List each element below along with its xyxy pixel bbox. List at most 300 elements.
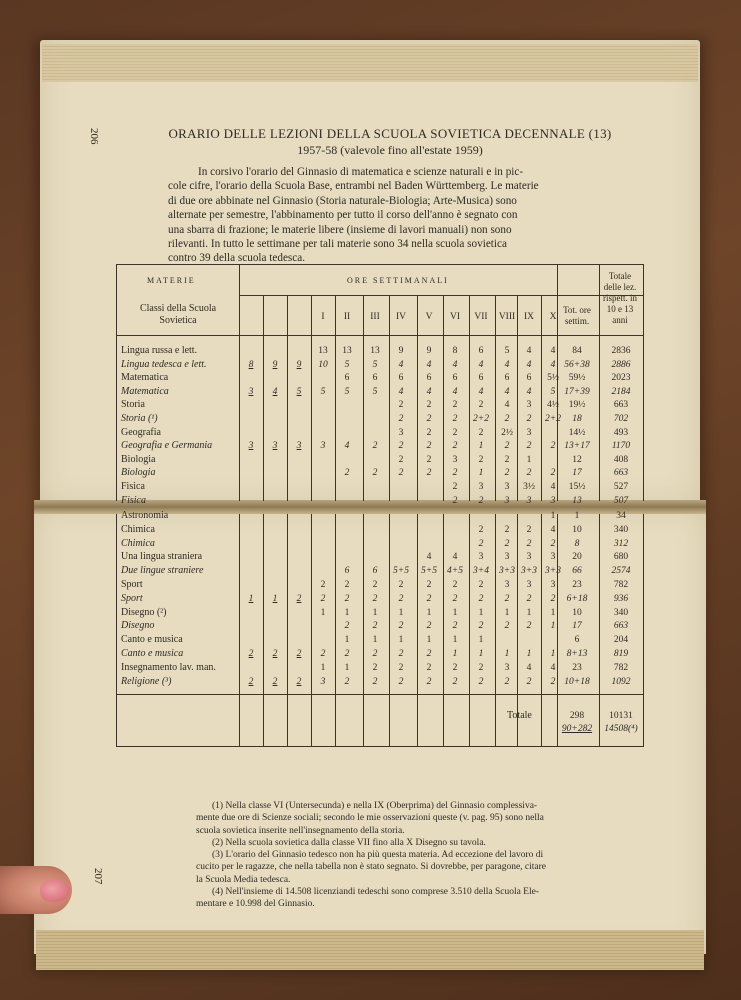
row-grand-total: 702 [613, 414, 629, 424]
row-grand-total: 1170 [611, 441, 631, 452]
intro-line: cole cifre, l'orario della Scuola Base, entrambi nel Baden Württemberg. Le materie [168, 180, 539, 193]
row-total: 17 [572, 468, 582, 479]
hour-value: 5+5 [421, 566, 437, 577]
subject-name: Canto e musica [121, 634, 183, 646]
hour-value: 2 [372, 649, 378, 659]
hour-value: 2 [504, 454, 510, 465]
class-header-II: II [343, 312, 351, 322]
header-materie: MATERIE [147, 276, 196, 285]
row-grand-total: 507 [613, 495, 629, 506]
pre-class-value: 3 [248, 386, 254, 397]
hour-value: 3+4 [473, 566, 489, 577]
footnote-line: (4) Nell'insieme di 14.508 licenziandi tedeschi sono comprese 3.510 della Scuola Ele- [212, 887, 539, 898]
class-header-VII: VII [474, 312, 488, 322]
row-total: 1 [574, 511, 580, 521]
row-grand-total: 680 [613, 552, 629, 563]
hour-value: 2 [344, 468, 350, 479]
hour-value: 2+2 [545, 414, 561, 424]
totale-tot-italic: 90+282 [561, 724, 593, 734]
hour-value: 2 [526, 441, 532, 452]
hour-value: 2 [398, 593, 404, 604]
hour-value: 1 [398, 607, 404, 618]
hour-value: 2 [344, 676, 350, 687]
row-total: 56+38 [564, 359, 590, 370]
row-grand-total: 340 [613, 524, 629, 535]
intro-line: una sbarra di frazione; le materie libere (insieme di lavori manuali) non sono [168, 223, 512, 236]
totale-label: Totale [507, 710, 532, 721]
hour-value: 3+3 [521, 566, 537, 577]
hour-value: 3 [550, 552, 556, 563]
hour-value: 5 [372, 359, 378, 370]
row-grand-total: 204 [613, 635, 629, 646]
hour-value: 4 [504, 386, 510, 397]
intro-line: di due ore abbinate nel Ginnasio (Storia naturale-Biologia; Arte-Musica) sono [168, 194, 517, 207]
pre-class-value: 2 [296, 676, 302, 687]
pre-class-value: 2 [272, 676, 278, 687]
hour-value: 3 [452, 454, 458, 465]
table-rule [239, 295, 643, 296]
row-grand-total: 663 [613, 468, 629, 479]
hour-value: 3 [526, 552, 532, 563]
hour-value: 4 [550, 662, 556, 673]
hour-value: 1 [504, 649, 510, 659]
hour-value: 2 [550, 676, 556, 687]
hour-value: 5½ [547, 373, 559, 384]
footnote-line: (2) Nella scuola sovietica dalla classe VII fino alla X Disegno su tavola. [212, 837, 486, 848]
hour-value: 1 [478, 607, 484, 618]
hour-value: 2 [372, 662, 378, 673]
row-total: 59½ [568, 373, 586, 384]
row-grand-total: 663 [613, 400, 629, 411]
footnote-line: (1) Nella classe VI (Untersecunda) e nella IX (Oberprima) del Ginnasio complessiva- [212, 801, 538, 811]
hour-value: 1 [550, 511, 556, 521]
class-header-IX: IX [523, 312, 535, 322]
hour-value: 2 [478, 454, 484, 465]
intro-paragraph [168, 165, 638, 266]
row-total: 17 [572, 621, 582, 632]
hour-value: 1 [550, 649, 556, 659]
table-rule [311, 514, 312, 746]
hour-value: 2 [398, 414, 404, 424]
hour-value: 2 [398, 662, 404, 673]
hour-value: 2 [478, 593, 484, 604]
hour-value: 1 [452, 607, 458, 618]
subject-name: Lingua russa e lett. [121, 345, 198, 356]
hour-value: 3 [398, 427, 404, 438]
hour-value: 4 [398, 386, 404, 397]
row-total: 13+17 [564, 441, 590, 452]
hour-value: 5 [320, 386, 326, 397]
pre-class-value: 8 [248, 359, 254, 370]
totale-grand: 10131 [609, 711, 633, 721]
timetable-lower [116, 510, 644, 747]
row-grand-total: 312 [613, 538, 629, 549]
table-rule [117, 335, 643, 336]
subject-name: Storia [121, 399, 145, 411]
row-total: 8 [574, 538, 580, 549]
hour-value: 2 [426, 621, 432, 632]
page-number-top: 206 [88, 128, 100, 145]
table-rule [287, 295, 288, 501]
hour-value: 2 [372, 468, 378, 479]
class-header-IV: IV [395, 312, 407, 322]
hour-value: 3 [320, 676, 326, 687]
hour-value: 4 [344, 441, 350, 452]
hour-value: 3½ [523, 482, 535, 492]
row-total: 15½ [568, 482, 586, 492]
hour-value: 2 [550, 441, 556, 452]
hour-value: 2 [452, 427, 458, 438]
table-rule [239, 265, 240, 501]
hour-value: 2 [372, 593, 378, 604]
hour-value: 4 [426, 552, 432, 563]
footnote-line: mente due ore di Scienze sociali; secondo le mie osservazioni queste (v. pag. 95) sono nella [196, 813, 544, 824]
subject-name: Fisica [121, 494, 146, 506]
hour-value: 2 [478, 580, 484, 590]
page-number-bottom: 207 [92, 868, 104, 885]
hour-value: 1 [344, 635, 350, 646]
hour-value: 2 [526, 414, 532, 424]
hour-value: 5 [344, 386, 350, 397]
row-grand-total: 493 [613, 427, 629, 438]
row-grand-total: 663 [613, 621, 629, 632]
hour-value: 1 [398, 635, 404, 646]
hour-value: 4 [550, 359, 556, 370]
hour-value: 1 [426, 635, 432, 646]
hour-value: 5 [372, 386, 378, 397]
row-grand-total: 2023 [611, 373, 631, 384]
table-rule [263, 514, 264, 746]
hour-value: 3+3 [499, 566, 515, 577]
hour-value: 4 [452, 386, 458, 397]
hour-value: 2 [478, 427, 484, 438]
row-grand-total: 34 [616, 511, 626, 521]
subject-name: Fisica [121, 481, 145, 492]
table-rule [117, 694, 643, 695]
hour-value: 2 [504, 676, 510, 687]
subject-name: Disegno [121, 620, 155, 632]
hour-value: 2 [478, 662, 484, 673]
hour-value: 6 [372, 373, 378, 384]
row-total: 6+18 [566, 593, 588, 604]
row-grand-total: 408 [613, 454, 629, 465]
pre-class-value: 2 [248, 676, 254, 687]
hour-value: 4 [550, 346, 556, 356]
hour-value: 4 [526, 359, 532, 370]
row-total: 10 [572, 607, 582, 618]
hour-value: 4 [526, 346, 532, 356]
hour-value: 2 [372, 441, 378, 452]
row-grand-total: 2836 [611, 346, 631, 356]
subject-name: Sport [121, 579, 143, 590]
hour-value: 2 [398, 454, 404, 465]
hour-value: 2 [526, 524, 532, 535]
hour-value: 2 [452, 482, 458, 492]
hour-value: 6 [344, 373, 350, 384]
hour-value: 2 [344, 580, 350, 590]
subject-name: Storia (¹) [121, 413, 158, 424]
subject-name: Una lingua straniera [121, 551, 203, 563]
hour-value: 2 [344, 649, 350, 659]
row-total: 19½ [568, 400, 586, 411]
hour-value: 1 [344, 662, 350, 673]
row-total: 10 [572, 524, 582, 535]
totale-tot: 298 [569, 711, 585, 721]
hour-value: 1 [372, 607, 378, 618]
footnotes [196, 800, 636, 911]
subject-name: Geografia [121, 426, 161, 438]
pre-class-value: 9 [272, 359, 278, 370]
hour-value: 1 [452, 635, 458, 646]
subject-name: Biologia [121, 453, 156, 465]
hour-value: 4 [550, 482, 556, 492]
timetable-upper [116, 264, 644, 506]
hour-value: 2 [504, 538, 510, 549]
subject-name: Astronomia [121, 510, 169, 521]
hour-value: 10 [318, 359, 328, 370]
hour-value: 1 [344, 607, 350, 618]
hour-value: 2 [398, 400, 404, 411]
hour-value: 2 [504, 414, 510, 424]
pre-class-value: 9 [296, 359, 302, 370]
hour-value: 3 [526, 580, 532, 590]
hour-value: 3 [504, 662, 510, 673]
pre-class-value: 3 [296, 441, 302, 452]
hour-value: 2 [526, 621, 532, 632]
pre-class-value: 5 [296, 386, 302, 397]
hour-value: 2 [452, 621, 458, 632]
hour-value: 2 [452, 495, 458, 506]
hour-value: 6 [398, 373, 404, 384]
hour-value: 1 [426, 607, 432, 618]
hour-value: 13 [370, 346, 380, 356]
subject-name: Religione (³) [121, 675, 172, 687]
hour-value: 3 [320, 441, 326, 452]
header-ore-settimanali: ORE SETTIMANALI [347, 276, 449, 285]
hour-value: 4 [478, 359, 484, 370]
hour-value: 2 [452, 414, 458, 424]
hour-value: 13 [342, 346, 352, 356]
row-total: 17+39 [564, 386, 590, 397]
footnote-line: (3) L'orario del Ginnasio tedesco non ha più questa materia. Ad eccezione del lavoro di [212, 850, 544, 861]
hour-value: 2 [344, 621, 350, 632]
hour-value: 2½ [501, 427, 513, 438]
pre-class-value: 2 [248, 649, 254, 659]
hour-value: 1 [478, 635, 484, 646]
class-header-VI: VI [449, 312, 461, 322]
class-header-V: V [425, 312, 433, 322]
hour-value: 4 [550, 524, 556, 535]
hour-value: 1 [526, 454, 532, 465]
hour-value: 2 [426, 662, 432, 673]
row-grand-total: 782 [613, 580, 629, 590]
hour-value: 3 [526, 427, 532, 438]
hour-value: 2 [550, 538, 556, 549]
intro-line: rilevanti. In tutto le settimane per tali materie sono 34 nella scuola sovietica [168, 238, 507, 251]
hour-value: 6 [504, 373, 510, 384]
pre-class-value: 1 [272, 593, 278, 604]
hour-value: 2 [398, 580, 404, 590]
hour-value: 6 [452, 373, 458, 384]
hour-value: 3+3 [545, 566, 561, 577]
hour-value: 2 [452, 593, 458, 604]
hour-value: 2 [398, 676, 404, 687]
hour-value: 4 [452, 552, 458, 563]
hour-value: 1 [526, 649, 532, 659]
hour-value: 3 [526, 495, 532, 506]
hour-value: 1 [478, 649, 484, 659]
intro-line: alternate per semestre, l'abbinamento per tutto il corso dell'anno è segnato con [168, 209, 518, 222]
hour-value: 2 [426, 400, 432, 411]
hour-value: 2 [504, 593, 510, 604]
subject-name: Chimica [121, 523, 155, 535]
table-rule [263, 295, 264, 501]
hour-value: 2 [550, 468, 556, 479]
subject-name: Matematica [121, 385, 169, 397]
hour-value: 2 [504, 621, 510, 632]
pre-class-value: 2 [296, 649, 302, 659]
hour-value: 1 [372, 635, 378, 646]
hour-value: 4 [452, 359, 458, 370]
subject-name: Due lingue straniere [121, 565, 204, 577]
subject-name: Matematica [121, 372, 169, 384]
hour-value: 6 [478, 373, 484, 384]
hour-value: 6 [526, 373, 532, 384]
hour-value: 2 [452, 400, 458, 411]
row-total: 23 [572, 580, 582, 590]
hour-value: 2 [320, 649, 326, 659]
hour-value: 5+5 [393, 566, 409, 577]
hour-value: 3 [478, 552, 484, 563]
hour-value: 5 [550, 386, 556, 397]
hour-value: 2 [452, 662, 458, 673]
subject-name: Disegno (²) [121, 606, 167, 618]
hour-value: 2 [426, 414, 432, 424]
hour-value: 2 [452, 580, 458, 590]
row-total: 18 [572, 414, 582, 424]
footnote-line: cucito per le ragazze, che nella tabella non è stato segnato. Si dovrebbe, per paragone, citare [196, 862, 547, 873]
row-grand-total: 819 [613, 649, 629, 659]
row-total: 6 [574, 635, 580, 646]
table-rule [311, 295, 312, 501]
hour-value: 2 [398, 649, 404, 659]
hour-value: 2 [320, 593, 326, 604]
hour-value: 6 [372, 566, 378, 577]
hour-value: 2 [504, 524, 510, 535]
hour-value: 1 [526, 607, 532, 618]
hour-value: 1 [504, 607, 510, 618]
hour-value: 4+5 [447, 566, 463, 577]
hour-value: 2 [504, 468, 510, 479]
hour-value: 2 [478, 676, 484, 687]
hour-value: 3 [550, 495, 556, 506]
page-edges-top [42, 44, 698, 82]
subject-name: Canto e musica [121, 648, 184, 659]
hour-value: 2 [372, 580, 378, 590]
table-subtitle: 1957-58 (valevole fino all'estate 1959) [297, 143, 483, 157]
subject-name: Sport [121, 592, 143, 604]
row-grand-total: 2886 [611, 359, 631, 370]
hour-value: 13 [318, 346, 328, 356]
footnote-line: mentare e 10.998 del Ginnasio. [196, 899, 315, 910]
row-grand-total: 527 [613, 482, 629, 492]
hour-value: 2 [526, 468, 532, 479]
row-grand-total: 2184 [611, 386, 631, 397]
hour-value: 3 [504, 495, 510, 506]
hour-value: 4 [504, 359, 510, 370]
hour-value: 2 [372, 676, 378, 687]
hour-value: 2 [478, 400, 484, 411]
hour-value: 2 [426, 676, 432, 687]
hour-value: 2 [372, 621, 378, 632]
table-rule [287, 514, 288, 746]
row-total: 8+13 [566, 649, 588, 659]
hour-value: 4 [504, 400, 510, 411]
hour-value: 4 [526, 386, 532, 397]
footnote-line: la Scuola Media tedesca. [196, 874, 291, 885]
row-grand-total: 340 [613, 607, 629, 618]
hour-value: 2 [452, 441, 458, 452]
table-title: ORARIO DELLE LEZIONI DELLA SCUOLA SOVIETICA DECENNALE (13) [168, 126, 612, 141]
header-totale: Totale delle lez. rispett. in 10 e 13 anni [603, 271, 637, 325]
hour-value: 2 [426, 427, 432, 438]
hour-value: 2+2 [473, 414, 489, 424]
row-total: 14½ [568, 427, 586, 438]
row-total: 66 [572, 566, 582, 577]
hour-value: 2 [344, 593, 350, 604]
class-header-III: III [370, 312, 380, 322]
header-tot-settim: Tot. ore settim. [563, 305, 591, 326]
intro-line: In corsivo l'orario del Ginnasio di matematica e scienze naturali e in pic- [198, 166, 524, 178]
row-total: 20 [572, 552, 582, 563]
hour-value: 4 [426, 386, 432, 397]
row-total: 84 [572, 346, 582, 356]
hour-value: 2 [452, 468, 458, 479]
class-header-X: X [549, 312, 557, 322]
hour-value: 3 [504, 482, 510, 492]
hour-value: 1 [550, 607, 556, 618]
hour-value: 5 [504, 346, 510, 356]
hour-value: 2 [550, 593, 556, 604]
hour-value: 1 [478, 468, 484, 479]
hour-value: 3 [504, 552, 510, 563]
hour-value: 2 [426, 649, 432, 659]
row-total: 12 [572, 454, 582, 465]
pre-class-value: 2 [272, 649, 278, 659]
hour-value: 8 [452, 346, 458, 356]
hour-value: 6 [478, 346, 484, 356]
hour-value: 2 [426, 441, 432, 452]
hour-value: 2 [526, 676, 532, 687]
pre-class-value: 1 [248, 593, 254, 604]
intro-line: contro 39 della scuola tedesca. [168, 252, 305, 265]
totale-grand-italic: 14508(⁴) [604, 724, 638, 734]
subject-name: Biologia [121, 467, 156, 479]
fingernail [40, 880, 70, 902]
hour-value: 6 [426, 373, 432, 384]
class-header-VIII: VIII [498, 312, 516, 322]
subject-name: Geografia e Germania [121, 440, 213, 452]
hour-value: 2 [478, 621, 484, 632]
hour-value: 1 [320, 662, 326, 673]
hour-value: 4 [526, 662, 532, 673]
hour-value: 2 [426, 468, 432, 479]
subject-name: Lingua tedesca e lett. [121, 358, 207, 370]
hour-value: 2 [320, 580, 326, 590]
hour-value: 2 [426, 454, 432, 465]
hour-value: 3 [550, 580, 556, 590]
footnote-line: scuola sovietica inserite nell'insegnamento della storia. [196, 825, 405, 836]
